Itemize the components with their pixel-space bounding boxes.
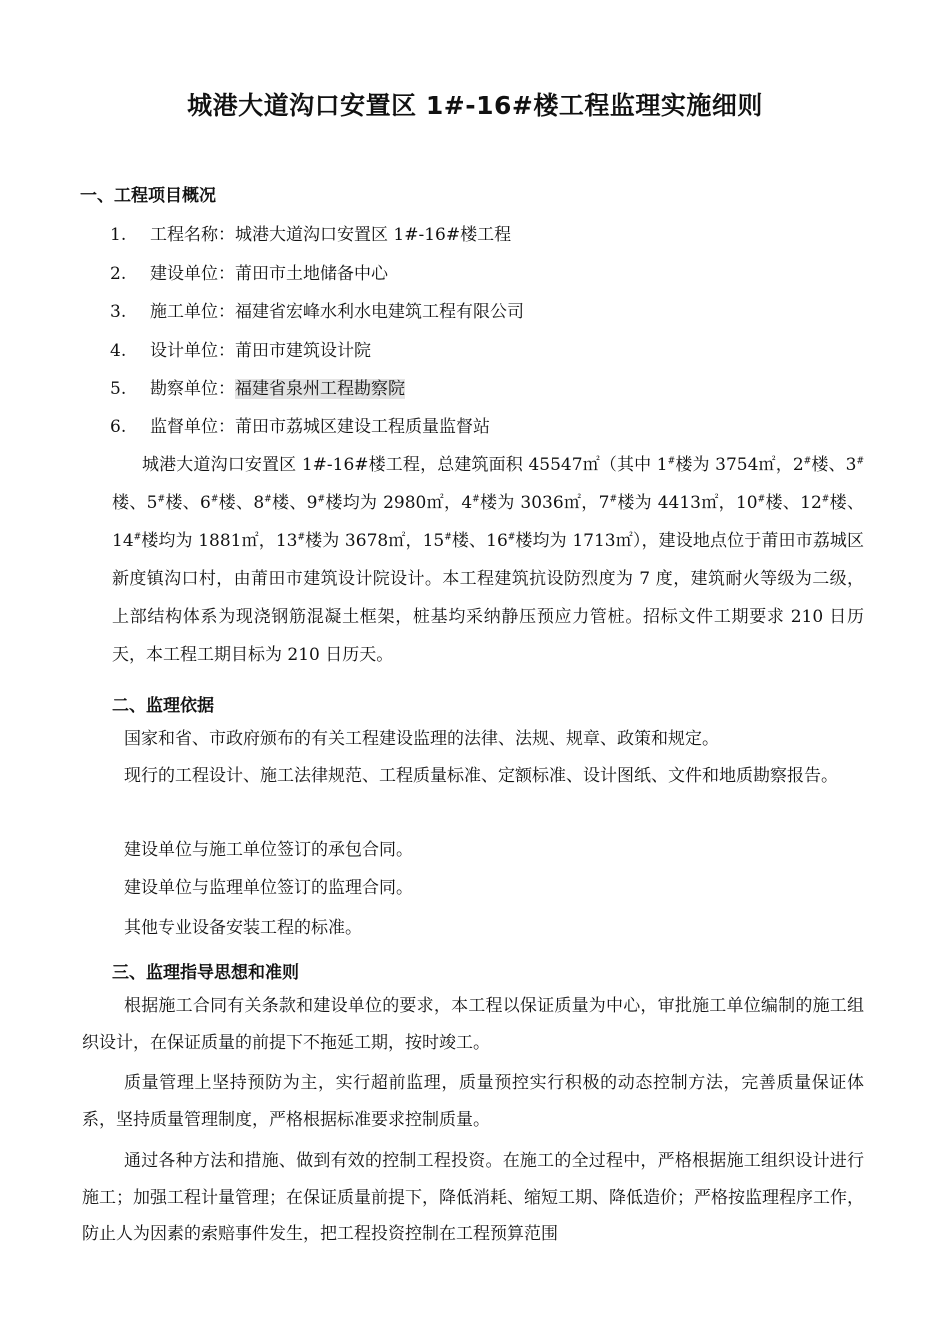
basis-paragraph: 其他专业设备安装工程的标准。	[124, 918, 362, 938]
list-item-value: 莆田市荔城区建设工程质量监督站	[235, 417, 490, 437]
section-heading-basis: 二、监理依据	[112, 696, 214, 716]
principles-paragraph: 通过各种方法和措施、做到有效的控制工程投资。在施工的全过程中，严格根据施工组织设计进行施工；加强工程计量管理；在保证质量前提下，降低消耗、缩短工期、降低造价；严格按监理程序工作，防止人为因素的索赔事件发生，把工程投资控制在工程预算范围	[82, 1151, 864, 1244]
list-item	[110, 220, 511, 245]
basis-paragraph: 现行的工程设计、施工法律规范、工程质量标准、定额标准、设计图纸、文件和地质勘察报告。	[124, 766, 838, 786]
list-item-number: 3.	[110, 302, 127, 322]
document-title: 城港大道沟口安置区 1#-16#楼工程监理实施细则	[187, 91, 763, 120]
list-item	[110, 259, 388, 284]
list-item-label: 工程名称：	[150, 225, 235, 245]
section-heading-principles: 三、监理指导思想和准则	[112, 963, 299, 983]
basis-paragraph: 建设单位与施工单位签订的承包合同。	[124, 840, 413, 860]
list-item-label: 设计单位：	[150, 341, 235, 361]
list-item	[110, 374, 405, 399]
basis-paragraph: 建设单位与监理单位签订的监理合同。	[124, 878, 413, 898]
list-item-label: 施工单位：	[150, 302, 235, 322]
list-item-label: 勘察单位：	[150, 379, 235, 399]
basis-paragraph: 国家和省、市政府颁布的有关工程建设监理的法律、法规、规章、政策和规定。	[124, 729, 719, 749]
list-item-label: 建设单位：	[150, 264, 235, 284]
list-item	[110, 297, 524, 322]
list-item-number: 4.	[110, 341, 127, 361]
section-heading-overview: 一、工程项目概况	[80, 186, 216, 206]
list-item-value: 莆田市土地储备中心	[235, 264, 388, 284]
list-item	[110, 336, 371, 361]
principles-paragraph: 根据施工合同有关条款和建设单位的要求，本工程以保证质量为中心，审批施工单位编制的施工组织设计，在保证质量的前提下不拖延工期，按时竣工。	[82, 996, 864, 1053]
list-item-value: 福建省宏峰水利水电建筑工程有限公司	[235, 302, 524, 322]
list-item-number: 2.	[110, 264, 127, 284]
overview-paragraph: 城港大道沟口安置区 1#-16#楼工程，总建筑面积 45547㎡（其中 1#楼为 3754㎡，2#楼、3#楼、5#楼、6#楼、8#楼、9#楼均为 2980㎡，4#楼为 3036㎡，7#楼为 4413㎡，10#楼、12#楼、14#楼均为 1881㎡，13#楼为 3678㎡，15#楼、16#楼均为 1713㎡），建设地点位于莆田市荔城区新度镇沟口村，由莆田市建筑设计院设计。本工程建筑抗设防烈度为 7 度，建筑耐火等级为二级，上部结构体系为现浇钢筋混凝土框架，桩基均采纳静压预应力管桩。招标文件工期要求 210 日历天，本工程工期目标为 210 日历天。	[112, 455, 864, 665]
list-item-number: 5.	[110, 379, 127, 399]
list-item-label: 监督单位：	[150, 417, 235, 437]
list-item-value: 城港大道沟口安置区 1#-16#楼工程	[235, 225, 512, 245]
principles-paragraph: 质量管理上坚持预防为主，实行超前监理，质量预控实行积极的动态控制方法，完善质量保证体系，坚持质量管理制度，严格根据标准要求控制质量。	[82, 1073, 864, 1130]
list-item	[110, 412, 490, 437]
list-item-number: 6.	[110, 417, 127, 437]
list-item-value: 莆田市建筑设计院	[235, 341, 371, 361]
list-item-value-highlighted: 福建省泉州工程勘察院	[235, 379, 405, 399]
list-item-number: 1.	[110, 225, 127, 245]
